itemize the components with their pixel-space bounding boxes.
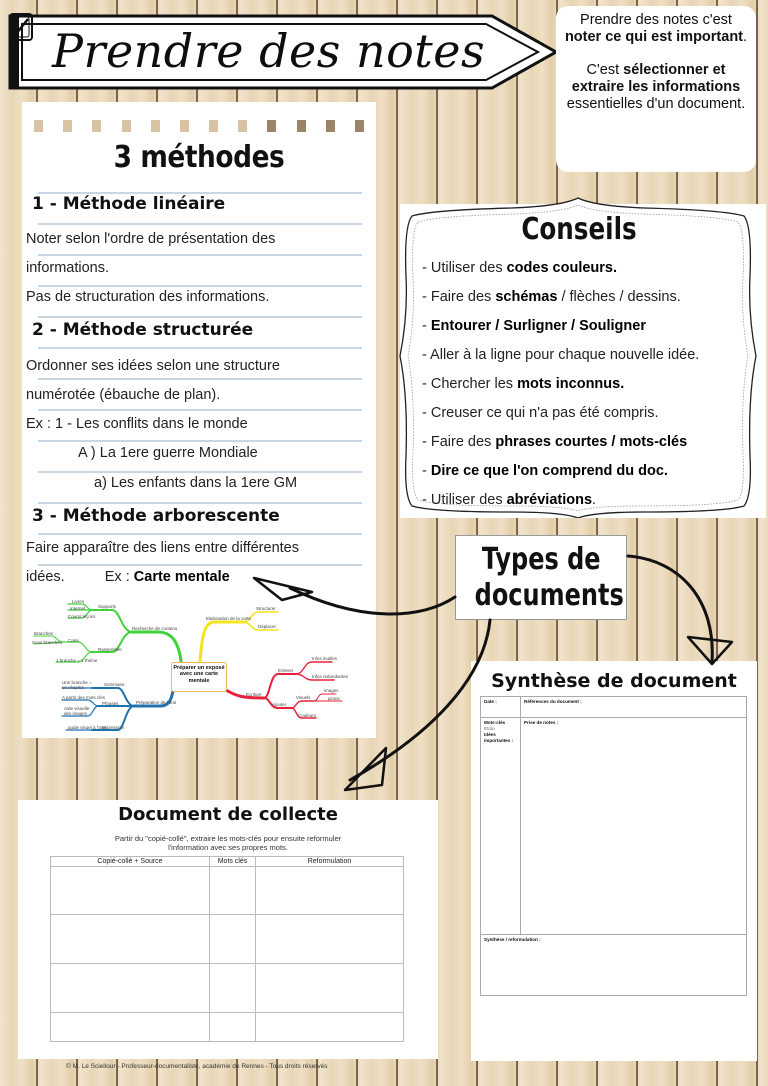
- method-2-heading: 2 - Méthode structurée: [32, 320, 254, 340]
- title-banner: [8, 12, 560, 92]
- synthesis-document-template: [471, 661, 757, 1061]
- definition-paragraph-2: C'est sélectionner et extraire les informations essentielles d'un document.: [566, 62, 746, 112]
- table-row: [51, 964, 404, 1013]
- tips-panel: [392, 196, 766, 518]
- method-3-line: Faire apparaître des liens entre différentes: [26, 540, 299, 556]
- tip-item: - Dire ce que l'on comprend du doc.: [422, 463, 668, 479]
- copyright-footer: © M. Le Sciellour - Professeur-documentaliste, académie de Rennes - Tous droits réservés: [66, 1063, 328, 1070]
- arrow-to-synthesis-icon: [628, 556, 712, 662]
- notes-cell: Prise de notes :: [521, 718, 746, 935]
- synthesis-table: [480, 696, 747, 996]
- method-3-line: idées. Ex : Carte mentale: [26, 569, 230, 585]
- column-header: Reformulation: [256, 857, 404, 867]
- methods-notebook: [22, 102, 376, 738]
- collection-table: [50, 856, 404, 1042]
- method-1-line: Noter selon l'ordre de présentation des: [26, 231, 276, 247]
- reformulation-cell: Synthèse / reformulation :: [484, 937, 541, 942]
- mind-map-example: Livres Internet Cours/ leçons Supports Recherche de contenu Branches Sous branches Carte Rassembler 1 branche = 1 thème Une branche = un chapitre Sommaire A partir des mots clés Phrases Aide visuelle des images Préparation de l'oral guide visuel à l'oral Impression Elaboration de la carte Structurer Déplacer Ecriture Enlever Infos inutiles Infos redondantes Ajouter Visuels images pictos Couleurs Préparer un exposé avec une carte mentale: [22, 592, 376, 738]
- notebook-binding-holes: [34, 120, 364, 132]
- page-title: Prendre des notes: [52, 24, 486, 78]
- tip-item: - Chercher les mots inconnus.: [422, 376, 625, 392]
- tip-item: - Faire des phrases courtes / mots-clés: [422, 434, 688, 450]
- tip-item: - Entourer / Surligner / Souligner: [422, 318, 646, 334]
- method-3-heading: 3 - Méthode arborescente: [32, 506, 280, 526]
- table-row: [51, 1013, 404, 1042]
- tip-item: - Utiliser des abréviations.: [422, 492, 597, 508]
- tip-item: - Aller à la ligne pour chaque nouvelle idée.: [422, 347, 700, 363]
- methods-title: 3 méthodes: [113, 140, 285, 175]
- method-2-line: a) Les enfants dans la 1ere GM: [94, 475, 298, 491]
- document-types-label: Types de documents: [455, 535, 627, 620]
- note-pencil-icon: [8, 12, 34, 42]
- synthesis-title: Synthèse de document: [491, 670, 737, 692]
- definition-emphasis-1: noter ce qui est important: [564, 29, 744, 45]
- collection-title: Document de collecte: [118, 804, 338, 825]
- mind-map-center-node: Préparer un exposé avec une carte mentale: [171, 662, 227, 692]
- definition-emphasis-2: sélectionner et extraire les informations: [571, 62, 741, 95]
- method-1-heading: 1 - Méthode linéaire: [32, 194, 226, 214]
- tip-item: - Creuser ce qui n'a pas été compris.: [422, 405, 659, 421]
- method-1-line: informations.: [26, 260, 110, 276]
- column-header: Copié-collé + Source: [51, 857, 210, 867]
- collection-instructions: Partir du "copié-collé", extraire les mots-clés pour ensuite reformuler l'information avec ses propres mots.: [114, 834, 342, 852]
- collection-document-template: [18, 800, 438, 1059]
- tip-item: - Faire des schémas / flèches / dessins.: [422, 289, 681, 305]
- mind-map-example-label: Carte mentale: [133, 569, 230, 585]
- column-header: Mots clés: [210, 857, 256, 867]
- method-2-line: numérotée (ébauche de plan).: [26, 387, 221, 403]
- date-cell: Date :: [481, 697, 521, 718]
- method-2-line: Ordonner ses idées selon une structure: [26, 358, 280, 374]
- definition-box: [556, 6, 756, 172]
- method-1-line: Pas de structuration des informations.: [26, 289, 270, 305]
- tip-item: - Utiliser des codes couleurs.: [422, 260, 618, 276]
- table-row: [51, 867, 404, 915]
- tips-title: Conseils: [521, 212, 637, 247]
- keywords-cell: Mots-clés Et/ou Idées importantes :: [481, 718, 521, 935]
- references-cell: Références du document :: [521, 697, 746, 718]
- method-2-line: Ex : 1 - Les conflits dans le monde: [26, 416, 248, 432]
- method-2-line: A ) La 1ere guerre Mondiale: [78, 445, 258, 461]
- definition-paragraph-1: Prendre des notes c'est noter ce qui est important.: [564, 12, 748, 45]
- table-row: [51, 915, 404, 964]
